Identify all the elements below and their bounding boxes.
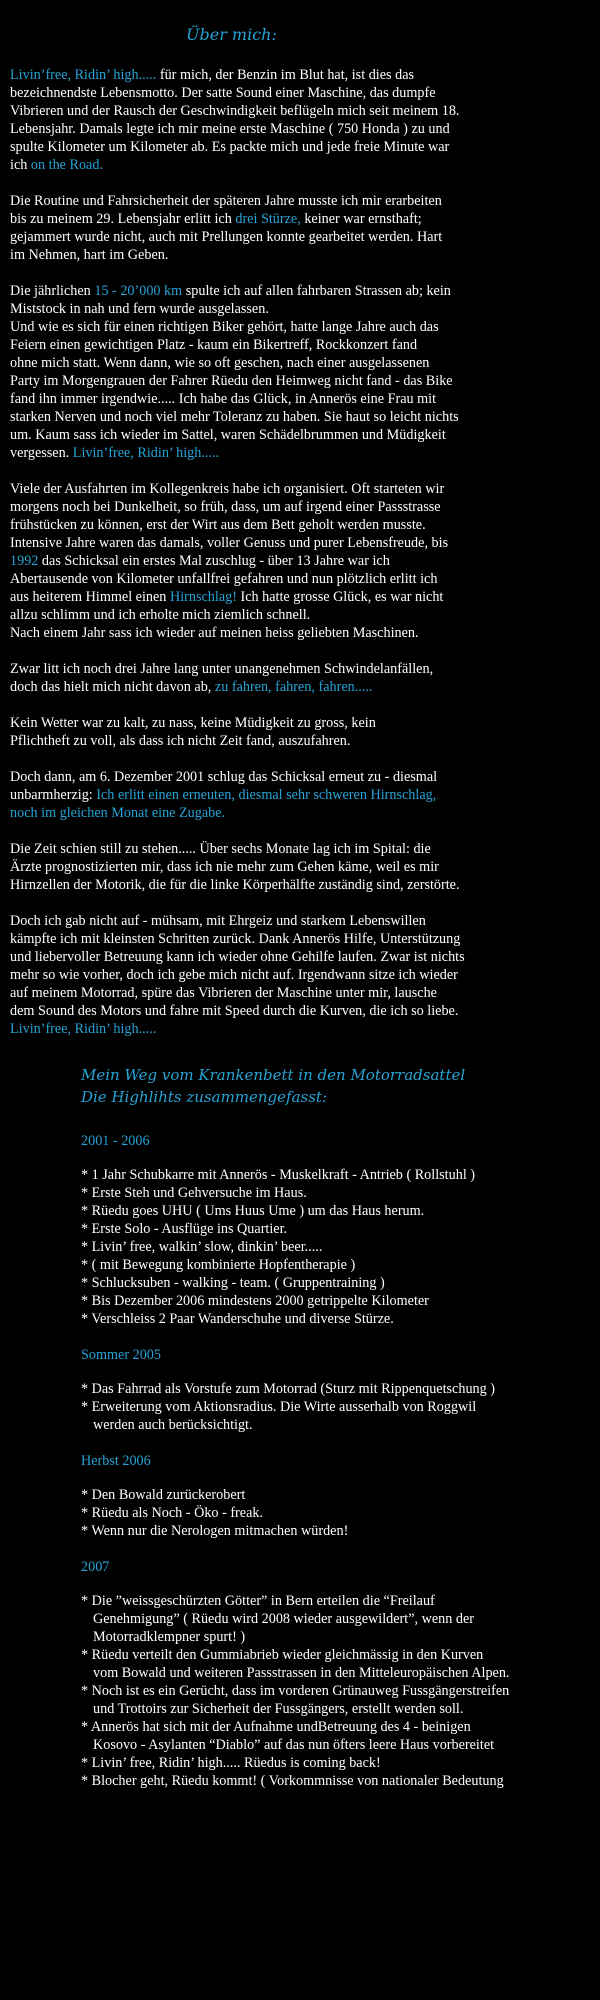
- about-text: [10, 66, 595, 1038]
- text-line: [10, 876, 595, 894]
- text-segment: im Nehmen, hart im Geben.: [10, 247, 169, 263]
- text-segment: Die jährlichen: [10, 283, 95, 299]
- text-segment: aus heiterem Himmel einen: [10, 589, 170, 605]
- highlight-text: Livin’free, Ridin’ high.....: [72, 445, 220, 461]
- page-title: Über mich:: [186, 25, 277, 44]
- list-item: * Noch ist es ein Gerücht, dass im vorderen Grünauweg Fussgängerstreifen: [81, 1683, 510, 1699]
- text-segment: Kein Wetter war zu kalt, zu nass, keine Müdigkeit zu gross, kein: [10, 715, 376, 731]
- list-item-continuation: und Trottoirs zur Sicherheit der Fussgängers, erstellt werden soll.: [93, 1701, 464, 1717]
- text-segment: starken Nerven und noch viel mehr Toleranz zu haben. Sie haut so leicht nichts: [10, 409, 459, 425]
- highlight-text: 15 - 20’000 km: [94, 283, 183, 299]
- text-segment: ich: [10, 157, 31, 173]
- text-line: [10, 336, 595, 354]
- text-segment: Nach einem Jahr sass ich wieder auf meinen heiss geliebten Maschinen.: [10, 625, 419, 641]
- text-line: [10, 912, 595, 930]
- list-item: * Schlucksuben - walking - team. ( Gruppentraining ): [81, 1275, 385, 1291]
- highlight-list: [81, 1166, 596, 1328]
- year-heading: 2007: [81, 1559, 110, 1575]
- list-item-continuation: Kosovo - Asylanten “Diablo” auf das nun öfters leere Haus vorbereitet: [93, 1737, 495, 1753]
- highlight-text: Livin’free, Ridin’ high.....: [10, 1021, 157, 1037]
- paragraph: [10, 66, 595, 174]
- list-item: * Livin’ free, walkin’ slow, dinkin’ beer.....: [81, 1239, 323, 1255]
- text-segment: unbarmherzig:: [10, 787, 97, 803]
- text-segment: Ärzte prognostizierten mir, dass ich nie mehr zum Gehen käme, weil es mir: [10, 859, 439, 875]
- text-segment: Doch ich gab nicht auf - mühsam, mit Ehrgeiz und starkem Lebenswillen: [10, 913, 426, 929]
- list-item: * Das Fahrrad als Vorstufe zum Motorrad (Sturz mit Rippenquetschung ): [81, 1381, 495, 1397]
- text-line: [10, 678, 595, 696]
- highlight-text: zu fahren, fahren, fahren.....: [214, 679, 373, 695]
- list-item-continuation: vom Bowald und weiteren Passstrassen in den Mitteleuropäischen Alpen.: [93, 1665, 510, 1681]
- text-line: [10, 930, 595, 948]
- text-segment: Viele der Ausfahrten im Kollegenkreis habe ich organisiert. Oft starteten wir: [10, 481, 445, 497]
- text-line: [10, 156, 595, 174]
- list-item: * Den Bowald zurückerobert: [81, 1487, 246, 1503]
- text-line: [10, 606, 595, 624]
- list-item: * Bis Dezember 2006 mindestens 2000 getrippelte Kilometer: [81, 1293, 429, 1309]
- text-segment: Intensive Jahre waren das damals, voller Genuss und purer Lebensfreude, bis: [10, 535, 449, 551]
- list-item: * Erweiterung vom Aktionsradius. Die Wirte ausserhalb von Roggwil: [81, 1399, 477, 1415]
- text-segment: Vibrieren und der Rausch der Geschwindigkeit beflügeln mich seit meinem 18.: [10, 103, 460, 119]
- text-segment: Und wie es sich für einen richtigen Biker gehört, hatte lange Jahre auch das: [10, 319, 439, 335]
- text-segment: Zwar litt ich noch drei Jahre lang unter unangenehmen Schwindelanfällen,: [10, 661, 434, 677]
- text-segment: dem Sound des Motors und fahre mit Speed durch die Kurven, die ich so liebe.: [10, 1003, 459, 1019]
- list-item-continuation: werden auch berücksichtigt.: [93, 1417, 253, 1433]
- text-line: [10, 660, 595, 678]
- text-segment: Lebensjahr. Damals legte ich mir meine erste Maschine ( 750 Honda ) zu und: [10, 121, 450, 137]
- paragraph: [10, 480, 595, 642]
- text-segment: gejammert wurde nicht, auch mit Prellungen konnte gearbeitet werden. Hart: [10, 229, 443, 245]
- list-item-continuation: Genehmigung” ( Rüedu wird 2008 wieder ausgewildert”, wenn der: [93, 1611, 474, 1627]
- list-item-continuation: Motorradklempner spurt! ): [93, 1629, 246, 1645]
- list-item: * Rüedu goes UHU ( Ums Huus Ume ) um das Haus herum.: [81, 1203, 425, 1219]
- text-line: [10, 732, 595, 750]
- list-item: * Die ”weissgeschürzten Götter” in Bern erteilen die “Freilauf: [81, 1593, 435, 1609]
- text-segment: mehr so wie vorher, doch ich gebe mich nicht auf. Irgendwann sitze ich wieder: [10, 967, 458, 983]
- text-line: [10, 516, 595, 534]
- text-segment: frühstücken zu können, erst der Wirt aus dem Bett geholt werden musste.: [10, 517, 426, 533]
- year-heading: Herbst 2006: [81, 1453, 151, 1469]
- list-item: * Erste Steh und Gehversuche im Haus.: [81, 1185, 307, 1201]
- text-segment: Die Routine und Fahrsicherheit der späteren Jahre musste ich mir erarbeiten: [10, 193, 442, 209]
- text-segment: Miststock in nah und fern wurde ausgelassen.: [10, 301, 269, 317]
- list-item: * Wenn nur die Nerologen mitmachen würden!: [81, 1523, 349, 1539]
- paragraph: [10, 192, 595, 264]
- text-segment: vergessen.: [10, 445, 73, 461]
- list-item: * Verschleiss 2 Paar Wanderschuhe und diverse Stürze.: [81, 1311, 394, 1327]
- text-line: [10, 210, 595, 228]
- highlights-heading: [81, 1064, 596, 1108]
- text-segment: bezeichnendste Lebensmotto. Der satte Sound einer Maschine, das dumpfe: [10, 85, 436, 101]
- text-segment: Doch dann, am 6. Dezember 2001 schlug das Schicksal erneut zu - diesmal: [10, 769, 438, 785]
- highlights-heading-line-1: Mein Weg vom Krankenbett in den Motorradsattel: [81, 1066, 466, 1084]
- paragraph: [10, 768, 595, 822]
- text-segment: Feiern einen gewichtigen Platz - kaum ein Bikertreff, Rockkonzert fand: [10, 337, 418, 353]
- text-line: [10, 84, 595, 102]
- text-line: [10, 354, 595, 372]
- text-segment: Party im Morgengrauen der Fahrer Rüedu den Heimweg nicht fand - das Bike: [10, 373, 453, 389]
- text-line: [10, 300, 595, 318]
- list-item: * ( mit Bewegung kombinierte Hopfentherapie ): [81, 1257, 356, 1273]
- text-segment: Abertausende von Kilometer unfallfrei gefahren und nun plötzlich erlitt ich: [10, 571, 438, 587]
- highlights-section: [81, 1064, 596, 1808]
- text-line: [10, 66, 595, 84]
- highlight-text: 1992: [10, 553, 39, 569]
- paragraph: [10, 282, 595, 462]
- paragraph: [10, 714, 595, 750]
- highlight-list: [81, 1592, 596, 1790]
- paragraph: [10, 660, 595, 696]
- text-line: [10, 552, 595, 570]
- text-line: [10, 444, 595, 462]
- text-segment: bis zu meinem 29. Lebensjahr erlitt ich: [10, 211, 236, 227]
- text-segment: Die Zeit schien still zu stehen..... Über sechs Monate lag ich im Spital: die: [10, 841, 431, 857]
- highlight-list: [81, 1486, 596, 1540]
- list-item: * Blocher geht, Rüedu kommt! ( Vorkommnisse von nationaler Bedeutung: [81, 1773, 504, 1789]
- list-item: * Rüedu als Noch - Öko - freak.: [81, 1505, 264, 1521]
- year-heading: 2001 - 2006: [81, 1133, 150, 1149]
- text-line: [10, 768, 595, 786]
- text-segment: spulte ich auf allen fahrbaren Strassen ab; kein: [182, 283, 451, 299]
- text-line: [10, 1002, 595, 1020]
- text-line: [10, 966, 595, 984]
- text-line: [10, 120, 595, 138]
- text-line: [10, 228, 595, 246]
- text-segment: und liebervoller Betreuung kann ich wieder ohne Gehilfe laufen. Zwar ist nichts: [10, 949, 465, 965]
- highlights-groups: [81, 1132, 596, 1790]
- text-segment: für mich, der Benzin im Blut hat, ist dies das: [156, 67, 415, 83]
- text-line: [10, 318, 595, 336]
- paragraph: [10, 912, 595, 1038]
- text-line: [10, 588, 595, 606]
- text-segment: spulte Kilometer um Kilometer ab. Es packte mich und jede freie Minute war: [10, 139, 450, 155]
- list-item: * Annerös hat sich mit der Aufnahme undBetreuung des 4 - beinigen: [81, 1719, 471, 1735]
- text-segment: das Schicksal ein erstes Mal zuschlug - über 13 Jahre war ich: [38, 553, 390, 569]
- text-line: [10, 282, 595, 300]
- list-item: * Rüedu verteilt den Gummiabrieb wieder gleichmässig in den Kurven: [81, 1647, 484, 1663]
- highlight-list: [81, 1380, 596, 1434]
- highlight-text: Hirnschlag!: [169, 589, 237, 605]
- text-segment: ohne mich statt. Wenn dann, wie so oft geschen, nach einer ausgelassenen: [10, 355, 430, 371]
- text-line: [10, 714, 595, 732]
- highlight-text: drei Stürze,: [235, 211, 301, 227]
- text-segment: um. Kaum sass ich wieder im Sattel, waren Schädelbrummen und Müdigkeit: [10, 427, 446, 443]
- text-line: [10, 804, 595, 822]
- text-line: [10, 192, 595, 210]
- list-item: * Livin’ free, Ridin’ high..... Rüedus is coming back!: [81, 1755, 381, 1771]
- text-line: [10, 498, 595, 516]
- text-line: [10, 102, 595, 120]
- list-item: * Erste Solo - Ausflüge ins Quartier.: [81, 1221, 288, 1237]
- text-line: [10, 372, 595, 390]
- text-segment: auf meinem Motorrad, spüre das Vibrieren der Maschine unter mir, lausche: [10, 985, 437, 1001]
- highlight-text: Livin’free, Ridin’ high.....: [10, 67, 157, 83]
- highlights-heading-line-2: Die Highlihts zusammengefasst:: [81, 1088, 327, 1106]
- text-segment: Pflichtheft zu voll, als dass ich nicht Zeit fand, auszufahren.: [10, 733, 351, 749]
- text-line: [10, 840, 595, 858]
- text-line: [10, 480, 595, 498]
- text-line: [10, 138, 595, 156]
- text-line: [10, 984, 595, 1002]
- text-line: [10, 570, 595, 588]
- text-segment: fand ihn immer irgendwie..... Ich habe das Glück, in Annerös eine Frau mit: [10, 391, 437, 407]
- text-line: [10, 246, 595, 264]
- text-segment: keiner war ernsthaft;: [300, 211, 422, 227]
- text-line: [10, 624, 595, 642]
- year-heading: Sommer 2005: [81, 1347, 161, 1363]
- list-item: * 1 Jahr Schubkarre mit Annerös - Muskelkraft - Antrieb ( Rollstuhl ): [81, 1167, 476, 1183]
- text-segment: doch das hielt mich nicht davon ab,: [10, 679, 215, 695]
- text-line: [10, 858, 595, 876]
- text-segment: morgens noch bei Dunkelheit, so früh, dass, um auf irgend einer Passstrasse: [10, 499, 441, 515]
- text-line: [10, 426, 595, 444]
- text-line: [10, 408, 595, 426]
- text-line: [10, 1020, 595, 1038]
- text-segment: allzu schlimm und ich erholte mich ziemlich schnell.: [10, 607, 311, 623]
- paragraph: [10, 840, 595, 894]
- text-line: [10, 390, 595, 408]
- text-line: [10, 534, 595, 552]
- text-line: [10, 948, 595, 966]
- text-segment: Hirnzellen der Motorik, die für die linke Körperhälfte zuständig sind, zerstörte.: [10, 877, 460, 893]
- text-segment: kämpfte ich mit kleinsten Schritten zurück. Dank Annerös Hilfe, Unterstützung: [10, 931, 461, 947]
- highlight-text: Ich erlitt einen erneuten, diesmal sehr schweren Hirnschlag,: [96, 787, 437, 803]
- text-segment: Ich hatte grosse Glück, es war nicht: [236, 589, 444, 605]
- highlight-text: on the Road.: [30, 157, 103, 173]
- highlight-text: noch im gleichen Monat eine Zugabe.: [10, 805, 226, 821]
- text-line: [10, 786, 595, 804]
